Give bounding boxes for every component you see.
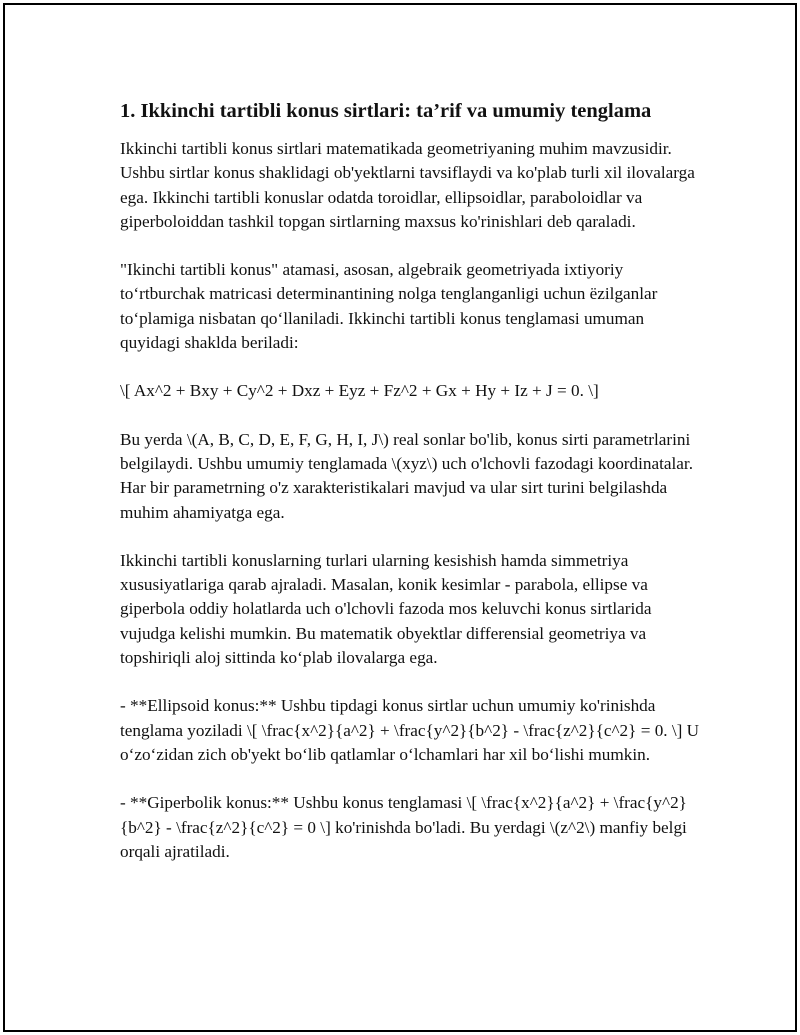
list-item-ellipsoid-cone: - **Ellipsoid konus:** Ushbu tipdagi konus sirtlar uchun umumiy ko'rinishda tenglama yoziladi \[ \frac{x^2}{a^2} + \frac{y^2}{b^2} - \frac{z^2}{c^2} = 0. \] U o‘zo‘zidan zich ob'yekt bo‘lib qatlamlar o‘lchamlari har xil bo‘lishi mumkin. — [120, 696, 700, 764]
general-equation: \[ Ax^2 + Bxy + Cy^2 + Dxz + Eyz + Fz^2 + Gx + Hy + Iz + J = 0. \] — [120, 381, 599, 401]
paragraph-types: Ikkinchi tartibli konuslarning turlari ularning kesishish hamda simmetriya xususiyatlariga qarab ajraladi. Masalan, konik kesimlar - parabola, ellipse va giperbola oddiy holatlarda uch o'lchovli fazoda mos keluvchi konus sirtlarida vujudga kelishi mumkin. Bu matematik obyektlar differensial geometriya va topshiriqli aloj sittinda ko‘plab ilovalarga ega. — [120, 550, 652, 668]
paragraph-intro: Ikkinchi tartibli konus sirtlari matematikada geometriyaning muhim mavzusidir. Ushbu sirtlar konus shaklidagi ob'yektlarni tavsiflaydi va ko'plab turli xil ilovalarga ega. Ikkinchi tartibli konuslar odatda toroidlar, ellipsoidlar, paraboloidlar va giperboloiddan tashkil topgan sirtlarning maxsus ko'rinishlari deb qaraladi. — [120, 139, 695, 231]
page-frame — [3, 3, 797, 1032]
paragraph-definition: "Ikinchi tartibli konus" atamasi, asosan, algebraik geometriyada ixtiyoriy to‘rtburchak matricasi determinantining nolga tenglanganligi uchun ëzilganlar to‘plamiga nisbatan qo‘llaniladi. Ikkinchi tartibli konus tenglamasi umuman quyidagi shaklda beriladi: — [120, 260, 658, 353]
list-item-hyperbolic-cone: - **Giperbolik konus:** Ushbu konus tenglamasi \[ \frac{x^2}{a^2} + \frac{y^2}{b^2} - \frac{z^2}{c^2} = 0 \] ko'rinishda bo'ladi. Bu yerdagi \(z^2\) manfiy belgi orqali ajratiladi. — [120, 793, 687, 861]
paragraph-parameters: Bu yerda \(A, B, C, D, E, F, G, H, I, J\) real sonlar bo'lib, konus sirti parametrlarini belgilaydi. Ushbu umumiy tenglamada \(xyz\) uch o'lchovli fazodagi koordinatalar. Har bir parametrning o'z xarakteristikalari mavjud va ular sirt turini belgilashda muhim ahamiyatga ega. — [120, 429, 693, 522]
section-title: 1. Ikkinchi tartibli konus sirtlari: ta’rif va umumiy tenglama — [120, 100, 652, 122]
document-body — [120, 97, 700, 888]
